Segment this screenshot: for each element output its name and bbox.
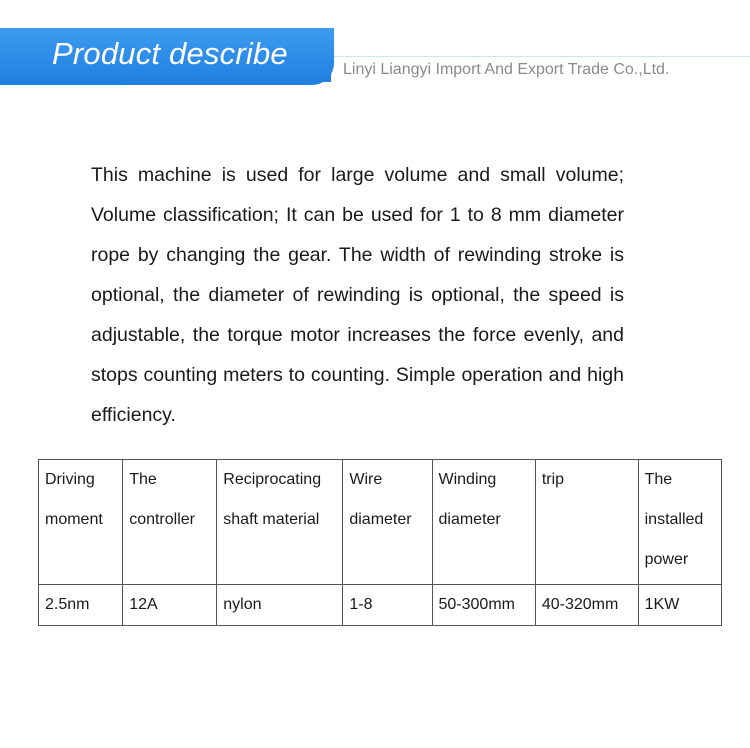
value-cell: 1KW	[638, 585, 721, 626]
value-cell: 1-8	[343, 585, 432, 626]
header-cell: trip	[535, 460, 638, 585]
value-cell: 50-300mm	[432, 585, 535, 626]
table-row	[39, 585, 722, 626]
value-cell: 40-320mm	[535, 585, 638, 626]
value-cell: nylon	[217, 585, 343, 626]
page-title: Product describe	[52, 36, 288, 71]
header-cell: The controller	[123, 460, 217, 585]
company-name: Linyi Liangyi Import And Export Trade Co.,Ltd.	[343, 61, 670, 78]
spec-table	[38, 459, 722, 626]
value-cell: 12A	[123, 585, 217, 626]
header-cell: Winding diameter	[432, 460, 535, 585]
header-cell: Driving moment	[39, 460, 123, 585]
value-cell: 2.5nm	[39, 585, 123, 626]
header-cell: The installed power	[638, 460, 721, 585]
header-cell: Wire diameter	[343, 460, 432, 585]
product-description: This machine is used for large volume and small volume; Volume classification; It can be used for 1 to 8 mm diameter rope by changing the gear. The width of rewinding stroke is optional, the diameter of rewinding is optional, the speed is adjustable, the torque motor increases the force evenly, and stops counting meters to counting. Simple operation and high efficiency.	[91, 164, 624, 426]
header-cell: Reciprocating shaft material	[217, 460, 343, 585]
table-header-row	[39, 460, 722, 585]
